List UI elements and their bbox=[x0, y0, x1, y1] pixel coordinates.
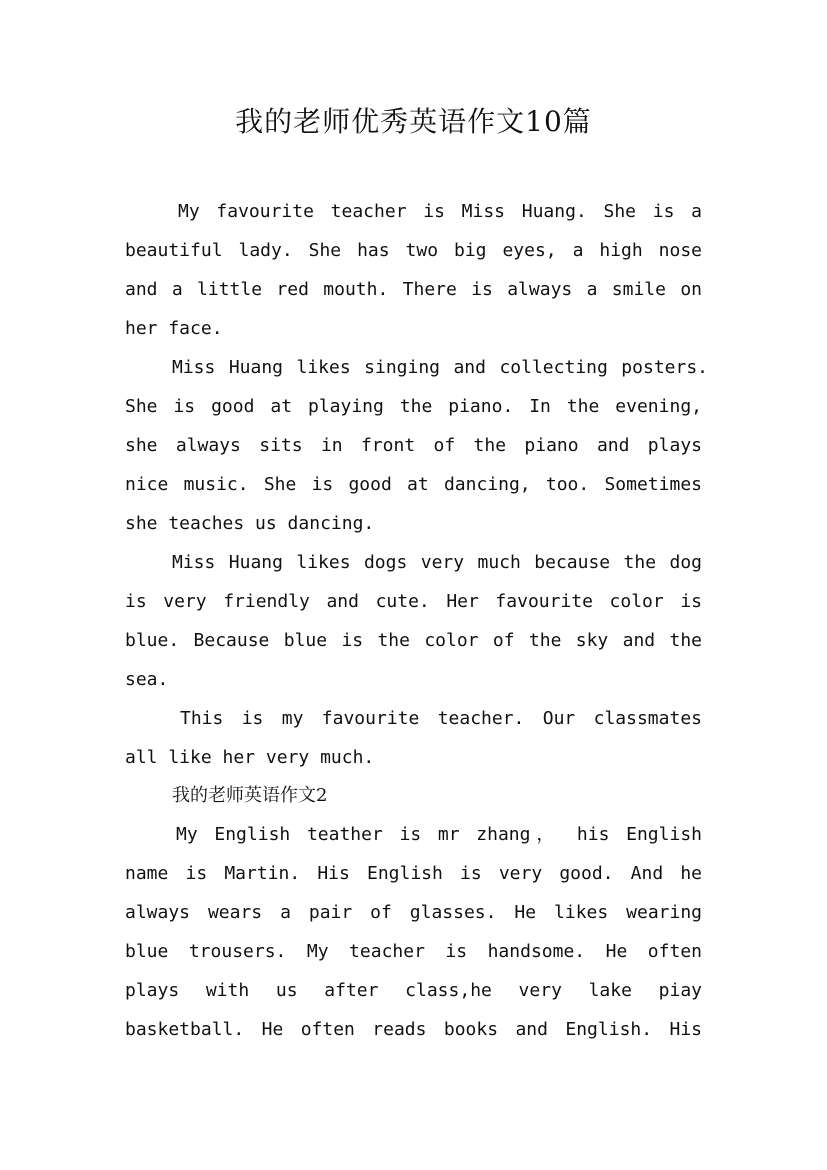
text-line: This is my favourite teacher. Our classmates bbox=[180, 708, 702, 729]
text-line: always wears a pair of glasses. He likes wearing bbox=[125, 902, 702, 923]
text-line: Miss Huang likes singing and collecting posters. bbox=[172, 357, 708, 378]
text-line: nice music. She is good at dancing, too. Sometimes bbox=[125, 474, 702, 495]
text-line: My English teather is mr zhang， his English bbox=[176, 824, 702, 845]
text-line: blue. Because blue is the color of the sky and the bbox=[125, 630, 702, 651]
text-line: My favourite teacher is Miss Huang. She is a bbox=[178, 201, 702, 222]
text-line: her face. bbox=[125, 318, 223, 339]
text-line: blue trousers. My teacher is handsome. He often bbox=[125, 941, 702, 962]
document-title: 我的老师优秀英语作文10篇 bbox=[235, 105, 592, 138]
text-line: name is Martin. His English is very good. And he bbox=[125, 863, 702, 884]
text-line: basketball. He often reads books and English. His bbox=[125, 1019, 702, 1040]
text-line: She is good at playing the piano. In the evening, bbox=[125, 396, 702, 417]
text-line: is very friendly and cute. Her favourite color is bbox=[125, 591, 702, 612]
section-heading: 我的老师英语作文2 bbox=[172, 785, 328, 806]
text-line: sea. bbox=[125, 669, 169, 690]
text-line: she teaches us dancing. bbox=[125, 513, 375, 534]
text-line: Miss Huang likes dogs very much because the dog bbox=[172, 552, 702, 573]
text-line: all like her very much. bbox=[125, 747, 375, 768]
text-line: beautiful lady. She has two big eyes, a high nose bbox=[125, 240, 702, 261]
text-line: plays with us after class,he very lake piay bbox=[125, 980, 702, 1001]
text-line: and a little red mouth. There is always a smile on bbox=[125, 279, 702, 300]
text-line: she always sits in front of the piano and plays bbox=[125, 435, 702, 456]
